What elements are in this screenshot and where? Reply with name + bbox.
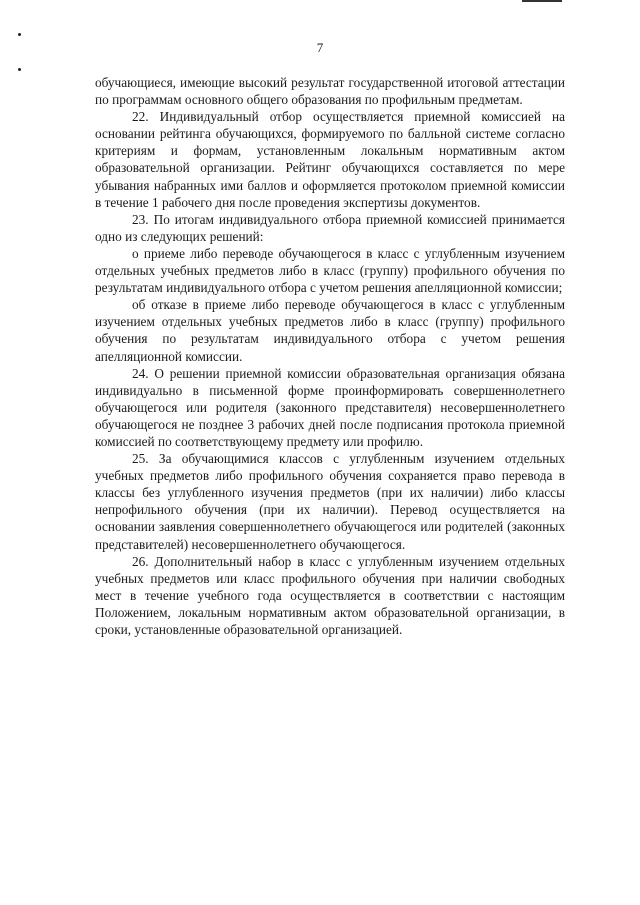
paragraph-continuation: обучающиеся, имеющие высокий результат государственной итоговой аттестации по программам основного общего образования по профильным предметам. [95, 75, 565, 108]
paragraph-item-23: 23. По итогам индивидуального отбора приемной комиссией принимается одно из следующих решений: [95, 211, 565, 244]
paragraph-item-26: 26. Дополнительный набор в класс с углубленным изучением отдельных учебных предметов или класс профильного обучения при наличии свободных мест в течение учебного года осуществляется в соответствии с настоящим Положением, локальным нормативным актом образовательной организации, в сроки, установленные образовательной организацией. [95, 553, 565, 637]
paragraph-item-25: 25. За обучающимися классов с углубленным изучением отдельных учебных предметов либо профильного обучения сохраняется право перевода в классы без углубленного изучения предметов (при их наличии) либо классы непрофильного обучения (при их наличии). Перевод осуществляется на основании заявления совершеннолетнего обучающегося или родителей (законных представителей) несовершеннолетнего обучающегося. [95, 451, 565, 552]
paragraph-decision-refuse: об отказе в приеме либо переводе обучающегося в класс с углубленным изучением отдельных учебных предметов либо в класс (группу) профильного обучения по результатам индивидуального отбора с учетом решения апелляционной комиссии. [95, 297, 565, 364]
scan-dot-top [18, 33, 21, 36]
page-number: 7 [316, 40, 324, 55]
paragraph-item-24: 24. О решении приемной комиссии образовательная организация обязана индивидуально в письменной форме проинформировать совершеннолетнего обучающегося или родителя (законного представителя) несовершеннолетнего обучающегося не позднее 3 рабочих дней после подписания протокола приемной комиссией по соответствующему предмету или профилю. [95, 365, 565, 449]
document-body [95, 74, 565, 638]
scan-dot-bottom [18, 68, 21, 71]
scan-edge-mark [522, 0, 562, 2]
paragraph-item-22: 22. Индивидуальный отбор осуществляется приемной комиссией на основании рейтинга обучающихся, формируемого по балльной системе согласно критериям и формам, установленным локальным нормативным актом образовательной организации. Рейтинг обучающихся составляется по мере убывания набранных ими баллов и оформляется протоколом приемной комиссии в течение 1 рабочего дня после проведения экспертизы документов. [95, 109, 565, 210]
paragraph-decision-admit: о приеме либо переводе обучающегося в класс с углубленным изучением отдельных учебных предметов либо в класс (группу) профильного обучения по результатам индивидуального отбора с учетом решения апелляционной комиссии; [95, 245, 565, 296]
